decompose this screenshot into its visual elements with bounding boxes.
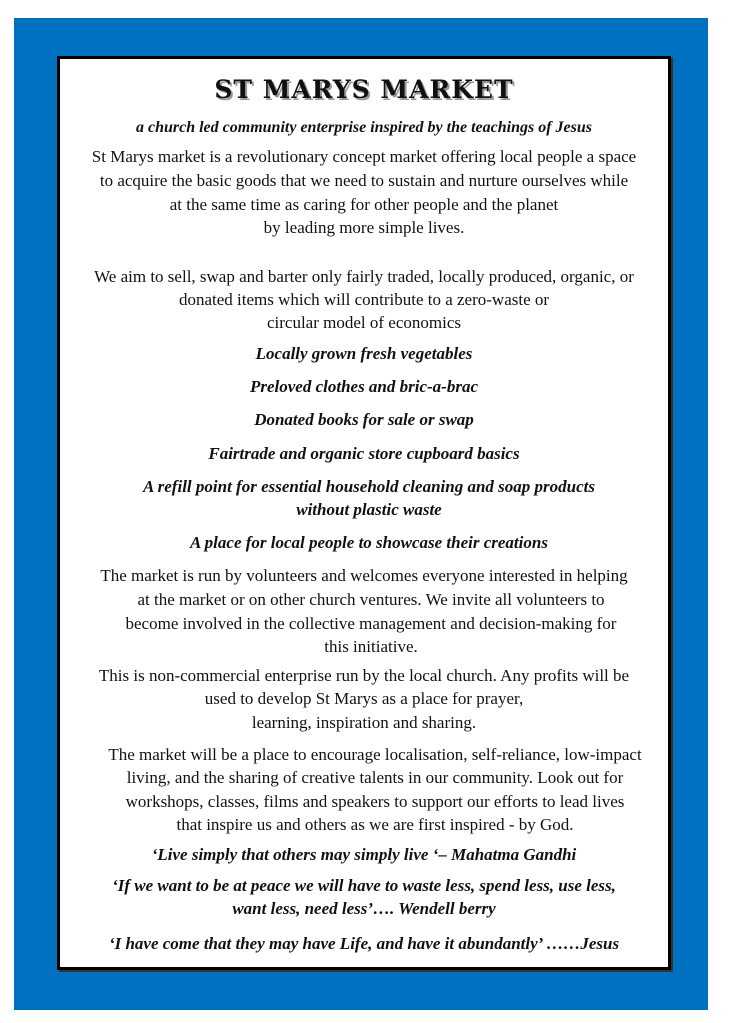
- intro-line: at the same time as caring for other people and the planet: [169, 195, 559, 214]
- intro-line: by leading more simple lives.: [263, 218, 465, 237]
- localisation-line: workshops, classes, films and speakers to support our efforts to lead lives: [125, 792, 625, 811]
- offering-item: Fairtrade and organic store cupboard basics: [208, 444, 520, 463]
- quote-berry: ‘If we want to be at peace we will have to waste less, spend less, use less,: [112, 876, 616, 895]
- subtitle: a church led community enterprise inspired by the teachings of Jesus: [135, 119, 592, 136]
- offering-item: A place for local people to showcase their creations: [190, 533, 548, 552]
- quote-gandhi: ‘Live simply that others may simply live ‘– Mahatma Gandhi: [151, 845, 577, 864]
- offering-item: Donated books for sale or swap: [254, 410, 474, 429]
- volunteers-line: The market is run by volunteers and welcomes everyone interested in helping: [100, 566, 628, 585]
- poster-title: ST MARYS MARKET: [214, 75, 514, 104]
- volunteers-line: become involved in the collective management and decision-making for: [125, 614, 617, 633]
- aim-line: We aim to sell, swap and barter only fairly traded, locally produced, organic, or: [94, 267, 634, 286]
- offering-item: A refill point for essential household cleaning and soap products: [143, 477, 595, 496]
- localisation-line: The market will be a place to encourage localisation, self-reliance, low-impact: [108, 745, 642, 764]
- noncommercial-line: used to develop St Marys as a place for prayer,: [204, 689, 524, 708]
- aim-line: circular model of economics: [266, 313, 461, 332]
- noncommercial-line: This is non-commercial enterprise run by the local church. Any profits will be: [98, 666, 630, 685]
- offering-item: Preloved clothes and bric-a-brac: [249, 377, 479, 396]
- poster-content-box: [57, 56, 671, 970]
- volunteers-line: this initiative.: [324, 637, 418, 656]
- offering-item: Locally grown fresh vegetables: [255, 344, 473, 363]
- quote-jesus: ‘I have come that they may have Life, and have it abundantly’ ……Jesus: [108, 934, 620, 953]
- intro-line: to acquire the basic goods that we need to sustain and nurture ourselves while: [99, 171, 629, 190]
- localisation-line: living, and the sharing of creative talents in our community. Look out for: [126, 768, 624, 787]
- aim-line: donated items which will contribute to a zero-waste or: [178, 290, 550, 309]
- volunteers-line: at the market or on other church ventures. We invite all volunteers to: [137, 590, 605, 609]
- noncommercial-line: learning, inspiration and sharing.: [251, 713, 477, 732]
- quote-berry-attribution: want less, need less’…. Wendell berry: [232, 899, 496, 918]
- localisation-line: that inspire us and others as we are first inspired - by God.: [176, 815, 574, 834]
- intro-line: St Marys market is a revolutionary concept market offering local people a space: [91, 147, 637, 166]
- offering-item: without plastic waste: [296, 500, 442, 519]
